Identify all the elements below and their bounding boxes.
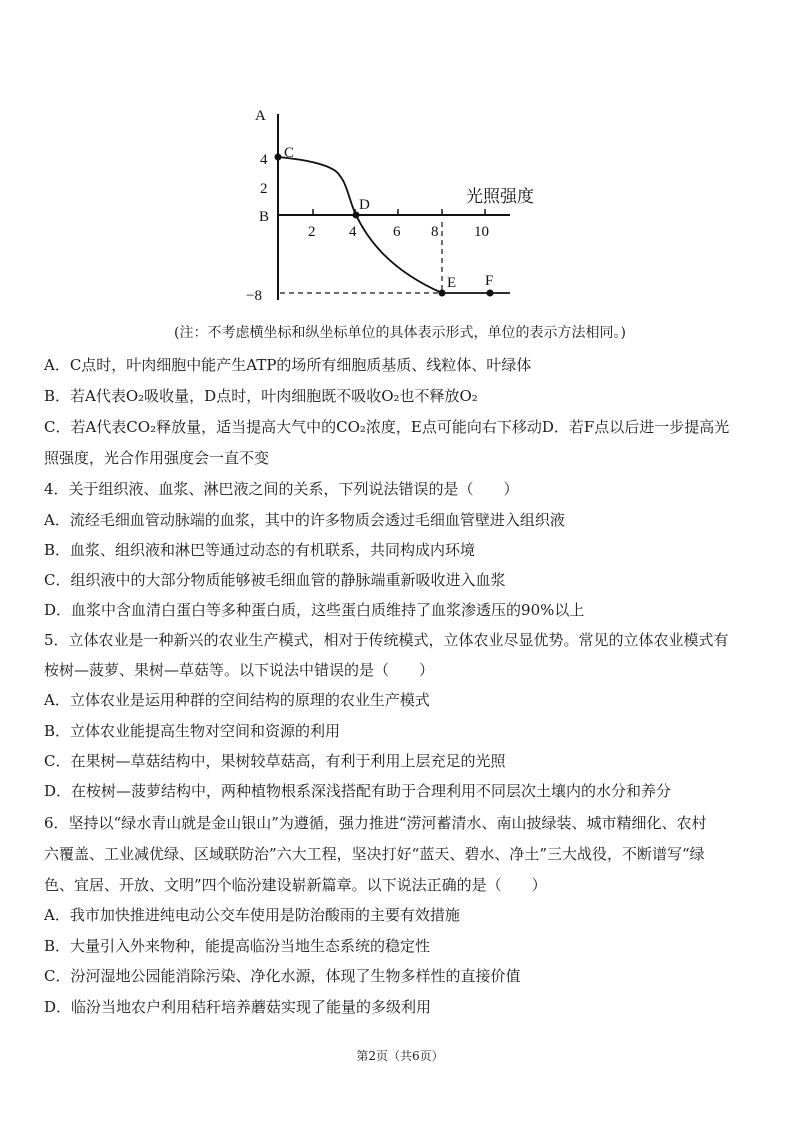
question-line: D．在桉树—菠萝结构中，两种植物根系深浅搭配有助于合理利用不同层次土壤内的水分和养分: [44, 782, 672, 800]
graph-canvas: [240, 100, 580, 315]
y-axis-label: A: [255, 108, 266, 124]
question-line: C．在果树—草菇结构中，果树较草菇高，有利于利用上层充足的光照: [44, 752, 506, 770]
question-line: B．若A代表O₂吸收量，D点时，叶肉细胞既不吸收O₂也不释放O₂: [44, 387, 478, 405]
question-line: 桉树—菠萝、果树—草菇等。以下说法中错误的是（ ）: [44, 661, 435, 679]
question-line: A．C点时，叶肉细胞中能产生ATP的场所有细胞质基质、线粒体、叶绿体: [44, 356, 532, 374]
origin-label: B: [259, 209, 270, 225]
x-tick-label: 6: [393, 224, 401, 240]
question-line: 色、宜居、开放、文明”四个临汾建设崭新篇章。以下说法正确的是（ ）: [44, 876, 547, 894]
point-e-label: E: [447, 275, 457, 291]
x-tick-label: 8: [431, 224, 439, 240]
point-f-label: F: [485, 273, 494, 289]
question-line: C．汾河湿地公园能消除污染、净化水源，体现了生物多样性的直接价值: [44, 967, 521, 985]
x-axis-label: 光照强度: [466, 187, 534, 207]
x-tick-label: 2: [308, 224, 316, 240]
question-line: B．立体农业能提高生物对空间和资源的利用: [44, 722, 341, 740]
x-tick-label: 4: [349, 224, 357, 240]
question-line: A．我市加快推进纯电动公交车使用是防治酸雨的主要有效措施: [44, 906, 460, 924]
y-tick-label: 4: [260, 152, 268, 168]
question-line: D．临汾当地农户利用秸秆培养蘑菇实现了能量的多级利用: [44, 998, 432, 1016]
point-f-marker: [487, 290, 494, 297]
question-line: D．血浆中含血清白蛋白等多种蛋白质，这些蛋白质维持了血浆渗透压的90%以上: [44, 601, 585, 619]
question-line: A．立体农业是运用种群的空间结构的原理的农业生产模式: [44, 691, 430, 709]
question-line: 六覆盖、工业减优绿、区域联防治”六大工程，坚决打好“蓝天、碧水、净土”三大战役，不断谱写“绿: [44, 845, 705, 863]
y-tick-label: 2: [260, 181, 268, 197]
question-line: B．大量引入外来物种，能提高临汾当地生态系统的稳定性: [44, 937, 431, 955]
light-response-graph: [240, 100, 580, 315]
point-e-marker: [439, 290, 446, 297]
point-c-marker: [275, 154, 282, 161]
question-line: 5．立体农业是一种新兴的农业生产模式，相对于传统模式，立体农业尽显优势。常见的立体农业模式有: [44, 631, 729, 649]
question-line: 照强度，光合作用强度会一直不变: [44, 449, 270, 467]
question-line: 6．坚持以“绿水青山就是金山银山”为遵循，强力推进“涝河蓄清水、南山披绿装、城市精细化、农村: [44, 814, 707, 832]
page-number-footer: 第2页（共6页）: [356, 1049, 444, 1063]
question-line: C．组织液中的大部分物质能够被毛细血管的静脉端重新吸收进入血浆: [44, 571, 506, 589]
question-line: A．流经毛细血管动脉端的血浆，其中的许多物质会透过毛细血管壁进入组织液: [44, 511, 565, 529]
point-c-label: C: [284, 145, 295, 161]
question-line: 4．关于组织液、血浆、淋巴液之间的关系，下列说法错误的是（ ）: [44, 480, 519, 498]
x-tick-label: 10: [474, 224, 489, 240]
graph-note: (注：不考虑横坐标和纵坐标单位的具体表示形式，单位的表示方法相同。): [174, 325, 626, 341]
y-tick-label: −8: [246, 288, 262, 304]
question-line: C．若A代表CO₂释放量，适当提高大气中的CO₂浓度，E点可能向右下移动D．若F点以后进一步提高光: [44, 418, 730, 436]
point-d-label: D: [359, 197, 370, 213]
question-line: B．血浆、组织液和淋巴等通过动态的有机联系，共同构成内环境: [44, 541, 476, 559]
